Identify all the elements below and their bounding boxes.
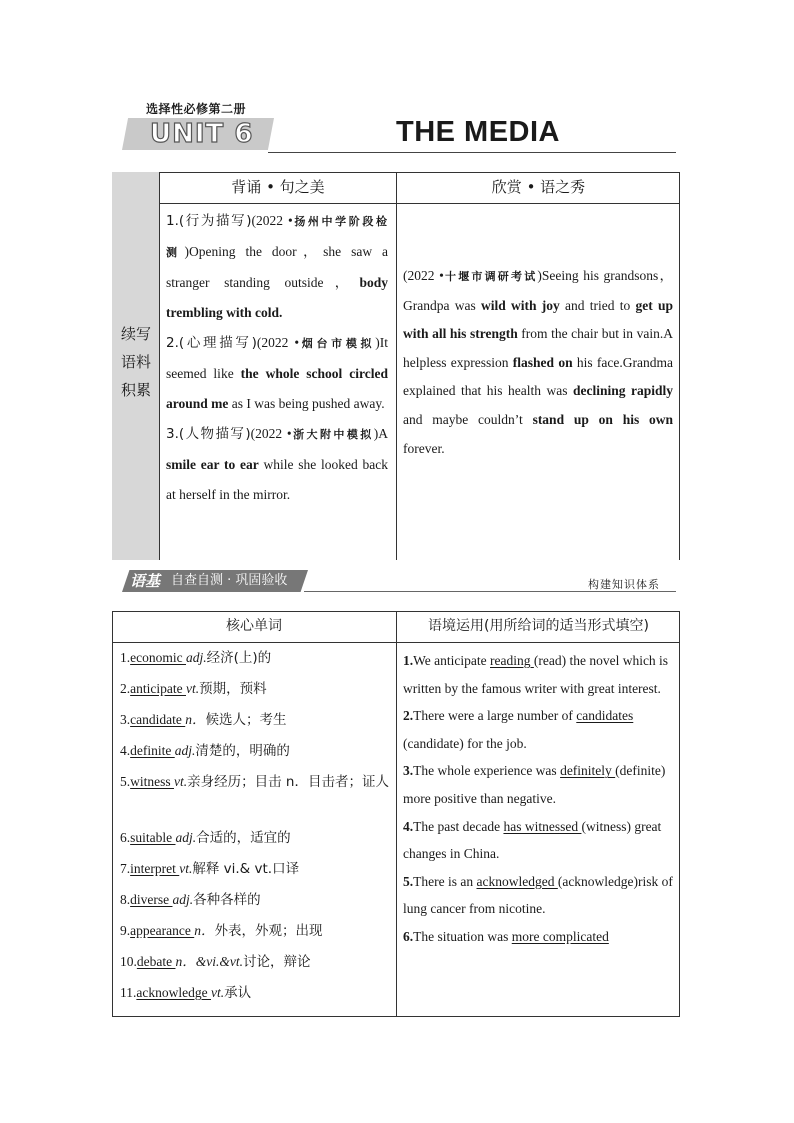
list-item: 10.debate n．&vi.&vt.讨论，辩论	[120, 954, 311, 970]
list-item: 1.(行为描写)(2022 •扬州中学阶段检测)Opening the door，she saw a stranger standing outside，body trembling with cold.	[166, 213, 388, 320]
list-item: 1.economic adj.经济(上)的	[120, 650, 272, 666]
list-item: 5.witness vt.亲身经历；目击 n．目击者；证人	[120, 774, 389, 790]
list-item: 4.The past decade has witnessed (witness) great changes in China.	[403, 818, 662, 862]
list-item: 6.The situation was more complicated	[403, 928, 609, 944]
column-header-context-use: 语境运用(用所给词的适当形式填空)	[428, 618, 649, 634]
vocabulary-table	[112, 611, 680, 1017]
answer-blank: candidates	[576, 708, 634, 724]
list-item: 2.(心理描写)(2022 •烟台市模拟)It seemed like the whole school circled around me as I was being pushed away.	[166, 335, 388, 411]
answer-blank: has witnessed	[503, 818, 582, 834]
recite-sentences	[166, 206, 388, 510]
list-item: 3.(人物描写)(2022 •浙大附中模拟)A smile ear to ear while she looked back at herself in the mirror.	[166, 426, 389, 502]
list-item: 1.We anticipate reading (read) the novel which is written by the famous writer with great interest.	[403, 653, 669, 696]
list-item: 9.appearance n．外表，外观；出现	[120, 923, 323, 939]
side-label-line: 语料	[120, 353, 151, 371]
unit-label: UNIT 6	[150, 119, 254, 149]
column-header-recite: 背诵 • 句之美	[231, 178, 325, 196]
answer-blank: acknowledged	[476, 873, 558, 889]
answer-blank: more complicated	[511, 928, 609, 944]
side-label-line: 积累	[120, 381, 151, 399]
page-title: THE MEDIA	[396, 116, 560, 148]
column-header-appreciate: 欣赏 • 语之秀	[491, 178, 586, 196]
section-title: 自查自测 · 巩固验收	[171, 573, 288, 588]
section-subtitle: 构建知识体系	[588, 578, 660, 591]
side-label	[112, 172, 160, 560]
header-rule	[268, 152, 676, 153]
list-item: 2.There were a large number of candidates (candidate) for the job.	[403, 708, 634, 751]
core-words-list	[120, 644, 392, 1010]
list-item: 3.candidate n．候选人；考生	[120, 712, 287, 728]
side-label-line: 续写	[120, 325, 151, 343]
list-item: 5.There is an acknowledged (acknowledge)risk of lung cancer from nicotine.	[403, 873, 673, 917]
list-item: 2.anticipate vt.预期，预料	[120, 681, 267, 697]
answer-blank: reading	[490, 653, 534, 668]
list-item: 4.definite adj.清楚的，明确的	[120, 743, 290, 759]
list-item: 8.diverse adj.各种各样的	[120, 892, 261, 908]
context-exercises	[403, 647, 673, 951]
appreciate-passage: (2022 •十堰市调研考试)Seeing his grandsons，Grandpa was wild with joy and tried to get up with all his strength from the chair but in vain.A helpless expression flashed on his face.Grandma explained that his health was declining rapidly and maybe couldn’t stand up on his own forever.	[403, 268, 673, 456]
answer-blank: definitely	[560, 763, 616, 779]
book-label: 选择性必修第二册	[146, 102, 247, 116]
list-item: 3.The whole experience was definitely (definite) more positive than negative.	[403, 763, 666, 806]
column-header-core-words: 核心单词	[226, 618, 282, 634]
list-item: 6.suitable adj.合适的，适宜的	[120, 830, 291, 846]
writing-corpus-table	[112, 172, 680, 560]
list-item: 11.acknowledge vt.承认	[120, 985, 252, 1001]
list-item: 7.interpret vt.解释 vi.& vt.口译	[120, 861, 300, 877]
section-tag: 语基	[130, 572, 161, 590]
